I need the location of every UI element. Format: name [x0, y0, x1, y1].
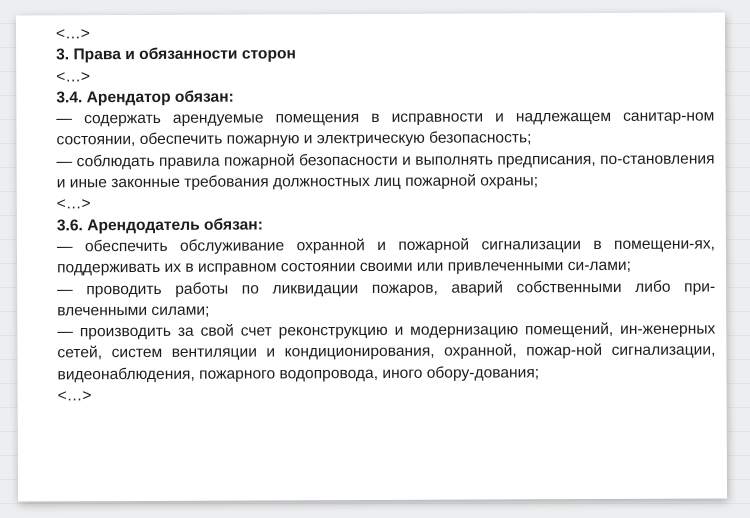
omission-marker: <…> — [57, 387, 92, 405]
clause-item: — содержать арендуемые помещения в исправности и надлежащем санитар-ном состоянии, обеспечить пожарную и электрическую безопасность; — [56, 107, 715, 149]
clause-item: — производить за свой счет реконструкцию и модернизацию помещений, ин-женерных сетей, систем вентиляции и кондиционирования, охранной, пожар-ной сигнализации, видеонаблюдения, пожарного водопровода, иного обору-дования; — [57, 320, 716, 384]
omission-marker: <…> — [55, 25, 90, 43]
document-body — [56, 21, 716, 407]
subsection-heading: 3.4. Арендатор обязан: — [56, 88, 234, 107]
omission-marker: <…> — [56, 195, 91, 213]
clause-item: — обеспечить обслуживание охранной и пожарной сигнализации в помещени-ях, поддерживать их в исправном состоянии своими или привлеченными си-лами; — [56, 235, 715, 277]
clause-item: — проводить работы по ликвидации пожаров, аварий собственными либо при-влеченными силами; — [57, 278, 716, 320]
document-sheet — [16, 12, 727, 501]
section-heading: 3. Права и обязанности сторон — [56, 45, 296, 64]
subsection-heading: 3.6. Арендодатель обязан: — [56, 216, 263, 235]
omission-marker: <…> — [56, 67, 91, 85]
clause-item: — соблюдать правила пожарной безопасности и выполнять предписания, по-становления и иные законные требования должностных лиц пожарной охраны; — [56, 150, 715, 192]
